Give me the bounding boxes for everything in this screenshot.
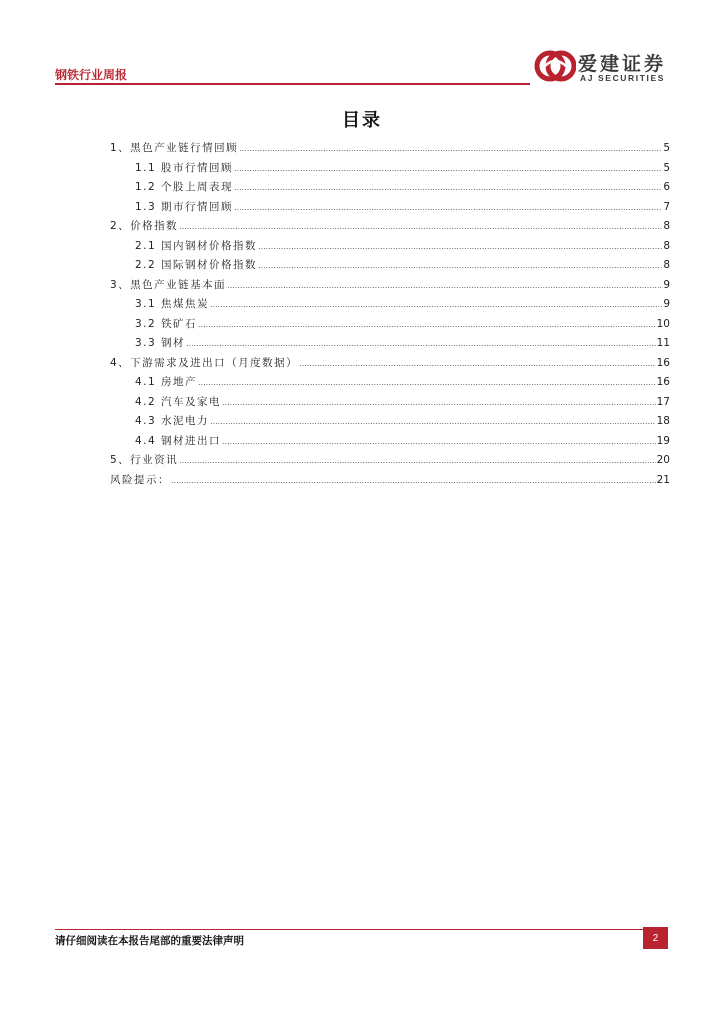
toc-entry[interactable] <box>110 394 670 414</box>
toc-entry-page: 6 <box>663 181 670 193</box>
logo-english-name: AJ SECURITIES <box>580 73 666 83</box>
report-title: 钢铁行业周报 <box>55 68 128 82</box>
header-divider <box>55 83 530 85</box>
toc-entry-label: 4.1 房地产 <box>135 376 198 388</box>
footer-divider <box>55 929 667 930</box>
toc-entry[interactable] <box>110 218 670 238</box>
toc-entry[interactable] <box>110 413 670 433</box>
logo-chinese-name: 爱建证券 <box>578 53 667 75</box>
toc-entry[interactable] <box>110 199 670 219</box>
toc-leader-dots <box>198 378 656 387</box>
toc-entry-page: 10 <box>656 317 670 330</box>
toc-entry[interactable] <box>110 277 670 297</box>
toc-entry-page: 7 <box>663 200 670 213</box>
toc-entry[interactable] <box>110 140 670 160</box>
toc-entry-label: 1.1 股市行情回顾 <box>135 161 234 174</box>
table-of-contents <box>110 140 670 491</box>
toc-leader-dots <box>179 222 662 231</box>
toc-entry-label: 4.2 汽车及家电 <box>135 395 222 408</box>
toc-entry-label: 3、黑色产业链基本面 <box>110 278 227 291</box>
page-number-badge: 2 <box>643 927 668 949</box>
toc-leader-dots <box>234 203 662 212</box>
toc-leader-dots <box>239 144 662 153</box>
toc-entry-label: 3.2 铁矿石 <box>135 317 198 330</box>
toc-entry-page: 8 <box>663 259 670 271</box>
toc-leader-dots <box>222 437 656 446</box>
toc-entry-page: 19 <box>656 434 670 447</box>
toc-entry[interactable] <box>110 452 670 472</box>
toc-leader-dots <box>234 164 662 173</box>
toc-leader-dots <box>258 242 662 251</box>
toc-entry-label: 3.3 钢材 <box>135 337 186 349</box>
company-logo <box>534 48 674 86</box>
toc-leader-dots <box>227 281 662 290</box>
toc-entry-page: 20 <box>656 454 670 466</box>
toc-entry[interactable] <box>110 433 670 453</box>
toc-leader-dots <box>299 359 655 368</box>
toc-entry[interactable] <box>110 335 670 355</box>
toc-entry-page: 5 <box>663 161 670 174</box>
toc-entry-page: 18 <box>656 415 670 427</box>
toc-leader-dots <box>258 261 662 270</box>
toc-entry-label: 2.2 国际钢材价格指数 <box>135 259 258 271</box>
toc-entry-label: 4.3 水泥电力 <box>135 415 210 427</box>
toc-entry-label: 2.1 国内钢材价格指数 <box>135 239 258 252</box>
toc-leader-dots <box>179 456 655 465</box>
toc-entry-label: 1、黑色产业链行情回顾 <box>110 142 239 154</box>
toc-entry-label: 4.4 钢材进出口 <box>135 434 222 447</box>
toc-entry-page: 9 <box>663 298 670 310</box>
toc-entry[interactable] <box>110 179 670 199</box>
toc-leader-dots <box>171 476 656 485</box>
toc-entry-label: 4、下游需求及进出口（月度数据） <box>110 356 299 369</box>
toc-leader-dots <box>198 320 656 329</box>
toc-leader-dots <box>186 339 656 348</box>
toc-entry-page: 16 <box>656 376 670 388</box>
toc-entry[interactable] <box>110 238 670 258</box>
toc-entry-label: 1.2 个股上周表现 <box>135 181 234 193</box>
toc-title: 目录 <box>342 110 382 131</box>
toc-entry[interactable] <box>110 296 670 316</box>
toc-entry-page: 8 <box>663 220 670 232</box>
toc-entry-label: 风险提示： <box>110 473 170 486</box>
toc-leader-dots <box>234 183 662 192</box>
toc-entry-page: 17 <box>656 395 670 408</box>
toc-entry-label: 2、价格指数 <box>110 220 179 232</box>
toc-leader-dots <box>210 417 656 426</box>
toc-entry-page: 8 <box>663 239 670 252</box>
toc-entry-page: 16 <box>656 356 670 369</box>
toc-entry[interactable] <box>110 472 670 492</box>
toc-entry-label: 5、行业资讯 <box>110 454 179 466</box>
toc-entry[interactable] <box>110 355 670 375</box>
toc-entry[interactable] <box>110 316 670 336</box>
toc-leader-dots <box>210 300 662 309</box>
toc-entry[interactable] <box>110 160 670 180</box>
toc-leader-dots <box>222 398 656 407</box>
toc-entry-page: 11 <box>656 337 670 349</box>
toc-entry-label: 3.1 焦煤焦炭 <box>135 298 210 310</box>
toc-entry[interactable] <box>110 374 670 394</box>
toc-entry[interactable] <box>110 257 670 277</box>
toc-entry-page: 9 <box>663 278 670 291</box>
toc-entry-page: 5 <box>663 142 670 154</box>
toc-entry-page: 21 <box>656 473 670 486</box>
aj-logo-icon <box>534 48 576 84</box>
toc-entry-label: 1.3 期市行情回顾 <box>135 200 234 213</box>
legal-disclaimer: 请仔细阅读在本报告尾部的重要法律声明 <box>55 935 244 947</box>
